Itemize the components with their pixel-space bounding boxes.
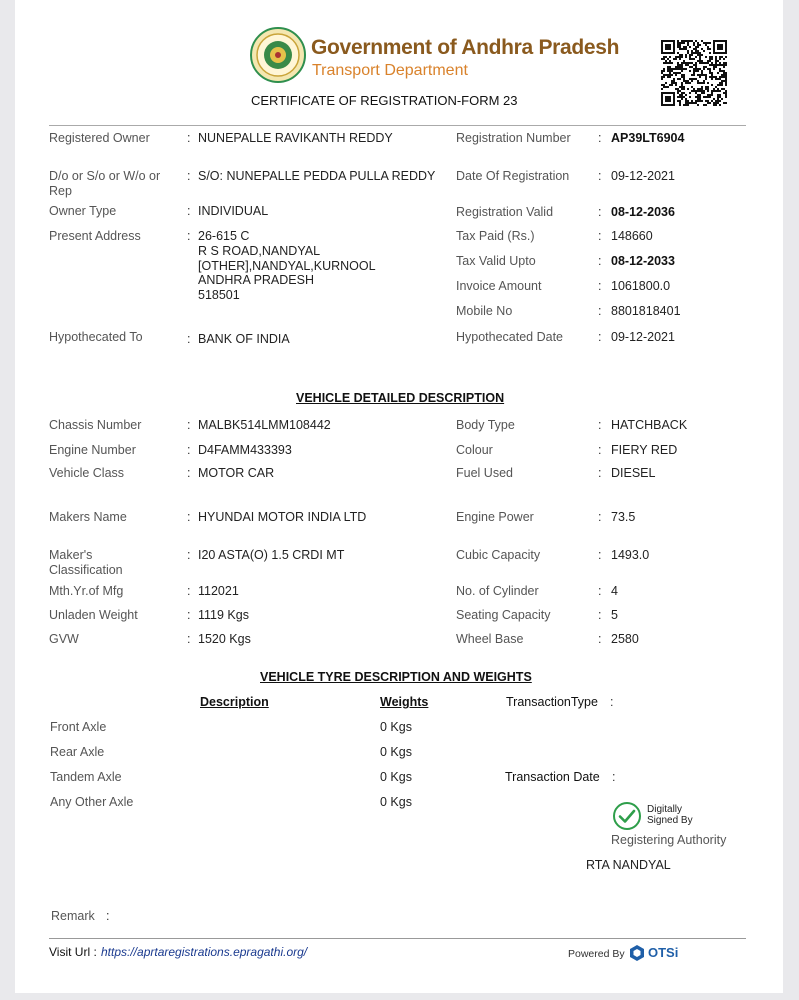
address-line: ANDHRA PRADESH (198, 273, 314, 287)
tyre-section-title: VEHICLE TYRE DESCRIPTION AND WEIGHTS (260, 670, 532, 684)
transaction-type-label: TransactionType (506, 695, 598, 709)
axle-weight: 0 Kgs (380, 720, 412, 734)
remark-colon: : (106, 909, 110, 923)
vehicle-class-colon: : (187, 466, 191, 480)
qr-code (661, 40, 727, 106)
engine-number-colon: : (187, 443, 191, 457)
present-address-colon: : (187, 229, 191, 243)
tax-paid-label: Tax Paid (Rs.) (456, 229, 535, 243)
gvw-colon: : (187, 632, 191, 646)
chassis-number-value: MALBK514LMM108442 (198, 418, 331, 432)
powered-by-label: Powered By (568, 948, 625, 960)
mobile-no-colon: : (598, 304, 602, 318)
body-type-label: Body Type (456, 418, 515, 432)
relation-label: D/o or S/o or W/o or Rep (49, 169, 161, 198)
engine-power-colon: : (598, 510, 602, 524)
registered-owner-colon: : (187, 131, 191, 145)
transaction-date-colon: : (612, 770, 616, 784)
digitally-label: Digitally (647, 804, 683, 815)
tax-valid-upto-colon: : (598, 254, 602, 268)
wheel-base-label: Wheel Base (456, 632, 524, 646)
wheel-base-value: 2580 (611, 632, 639, 646)
engine-number-label: Engine Number (49, 443, 136, 457)
registration-number-colon: : (598, 131, 602, 145)
no-of-cylinder-value: 4 (611, 584, 618, 598)
makers-classification-label: Maker's Classification (49, 548, 123, 577)
registered-owner-value: NUNEPALLE RAVIKANTH REDDY (198, 131, 393, 145)
engine-number-value: D4FAMM433393 (198, 443, 292, 457)
tyre-col-description: Description (200, 695, 269, 709)
tax-valid-upto-value: 08-12-2033 (611, 254, 675, 268)
registration-valid-value: 08-12-2036 (611, 205, 675, 219)
engine-power-value: 73.5 (611, 510, 636, 524)
present-address-value: 26-615 C (198, 229, 250, 243)
unladen-weight-label: Unladen Weight (49, 608, 138, 622)
remark-label: Remark (51, 909, 95, 923)
date-of-registration-colon: : (598, 169, 602, 183)
unladen-weight-colon: : (187, 608, 191, 622)
chassis-number-colon: : (187, 418, 191, 432)
makers-classification-value: I20 ASTA(O) 1.5 CRDI MT (198, 548, 345, 562)
cubic-capacity-label: Cubic Capacity (456, 548, 541, 562)
tyre-col-weights: Weights (380, 695, 429, 709)
present-address-label: Present Address (49, 229, 141, 243)
owner-type-label: Owner Type (49, 204, 117, 218)
axle-label: Any Other Axle (50, 795, 134, 809)
axle-weight: 0 Kgs (380, 745, 412, 759)
tax-paid-value: 148660 (611, 229, 653, 243)
mfg-month-year-value: 112021 (198, 584, 239, 598)
fuel-used-colon: : (598, 466, 602, 480)
address-line: R S ROAD,NANDYAL (198, 244, 321, 258)
footer-divider (49, 938, 746, 939)
address-line: 518501 (198, 287, 240, 302)
digitally-signed-check-icon (612, 801, 642, 831)
colour-label: Colour (456, 443, 493, 457)
tax-valid-upto-label: Tax Valid Upto (456, 254, 536, 268)
hypothecated-to-value: BANK OF INDIA (198, 332, 290, 346)
hypothecated-date-label: Hypothecated Date (456, 330, 564, 344)
no-of-cylinder-colon: : (598, 584, 602, 598)
form-title: CERTIFICATE OF REGISTRATION-FORM 23 (251, 93, 518, 108)
cubic-capacity-value: 1493.0 (611, 548, 650, 562)
registered-owner-label: Registered Owner (49, 131, 150, 145)
invoice-amount-value: 1061800.0 (611, 279, 671, 293)
seating-capacity-colon: : (598, 608, 602, 622)
makers-name-colon: : (187, 510, 191, 524)
seating-capacity-label: Seating Capacity (456, 608, 551, 622)
mfg-month-year-label: Mth.Yr.of Mfg (49, 584, 124, 598)
wheel-base-colon: : (598, 632, 602, 646)
axle-label: Rear Axle (50, 745, 105, 759)
top-divider (49, 125, 746, 126)
date-of-registration-value: 09-12-2021 (611, 169, 675, 183)
hypothecated-to-colon: : (187, 332, 191, 346)
transaction-type-colon: : (610, 695, 614, 709)
body-type-value: HATCHBACK (611, 418, 688, 432)
invoice-amount-colon: : (598, 279, 602, 293)
rta-office: RTA NANDYAL (586, 858, 671, 872)
makers-name-label: Makers Name (49, 510, 127, 524)
date-of-registration-label: Date Of Registration (456, 169, 570, 183)
address-line: [OTHER],NANDYAL,KURNOOL (198, 258, 376, 273)
dept-title: Transport Department (312, 62, 468, 79)
gvw-value: 1520 Kgs (198, 632, 251, 646)
ap-emblem-icon (250, 27, 306, 83)
visit-url-label: Visit Url : (49, 945, 97, 959)
fuel-used-value: DIESEL (611, 466, 656, 480)
gvw-label: GVW (49, 632, 79, 646)
axle-label: Front Axle (50, 720, 107, 734)
seating-capacity-value: 5 (611, 608, 618, 622)
transaction-date-label: Transaction Date (505, 770, 600, 784)
axle-weight: 0 Kgs (380, 770, 412, 784)
otsi-logo-icon (628, 944, 646, 962)
makers-classification-colon: : (187, 548, 191, 562)
signed-by-label: Signed By (647, 815, 693, 826)
tax-paid-colon: : (598, 229, 602, 243)
registration-valid-label: Registration Valid (456, 205, 554, 219)
registration-number-label: Registration Number (456, 131, 571, 145)
axle-label: Tandem Axle (50, 770, 122, 784)
relation-colon: : (187, 169, 191, 183)
vehicle-class-value: MOTOR CAR (198, 466, 275, 480)
owner-type-value: INDIVIDUAL (198, 204, 269, 218)
colour-colon: : (598, 443, 602, 457)
axle-weight: 0 Kgs (380, 795, 412, 809)
vehicle-section-title: VEHICLE DETAILED DESCRIPTION (296, 391, 505, 405)
mobile-no-value: 8801818401 (611, 304, 681, 318)
colour-value: FIERY RED (611, 443, 678, 457)
gov-title: Government of Andhra Pradesh (311, 36, 620, 59)
unladen-weight-value: 1119 Kgs (198, 608, 249, 622)
portal-url-link[interactable]: https://aprtaregistrations.epragathi.org/ (101, 945, 308, 959)
engine-power-label: Engine Power (456, 510, 534, 524)
no-of-cylinder-label: No. of Cylinder (456, 584, 539, 598)
vehicle-class-label: Vehicle Class (49, 466, 125, 480)
certificate-page (15, 0, 783, 993)
registration-number-value: AP39LT6904 (611, 131, 685, 145)
registering-authority: Registering Authority (611, 833, 727, 847)
mobile-no-label: Mobile No (456, 304, 513, 318)
fuel-used-label: Fuel Used (456, 466, 513, 480)
invoice-amount-label: Invoice Amount (456, 279, 542, 293)
mfg-month-year-colon: : (187, 584, 191, 598)
owner-type-colon: : (187, 204, 191, 218)
cubic-capacity-colon: : (598, 548, 602, 562)
registration-valid-colon: : (598, 205, 602, 219)
hypothecated-date-colon: : (598, 330, 602, 344)
hypothecated-date-value: 09-12-2021 (611, 330, 675, 344)
makers-name-value: HYUNDAI MOTOR INDIA LTD (198, 510, 367, 524)
otsi-brand: OTSi (648, 945, 679, 960)
chassis-number-label: Chassis Number (49, 418, 142, 432)
body-type-colon: : (598, 418, 602, 432)
hypothecated-to-label: Hypothecated To (49, 330, 143, 344)
relation-value: S/O: NUNEPALLE PEDDA PULLA REDDY (198, 169, 436, 183)
